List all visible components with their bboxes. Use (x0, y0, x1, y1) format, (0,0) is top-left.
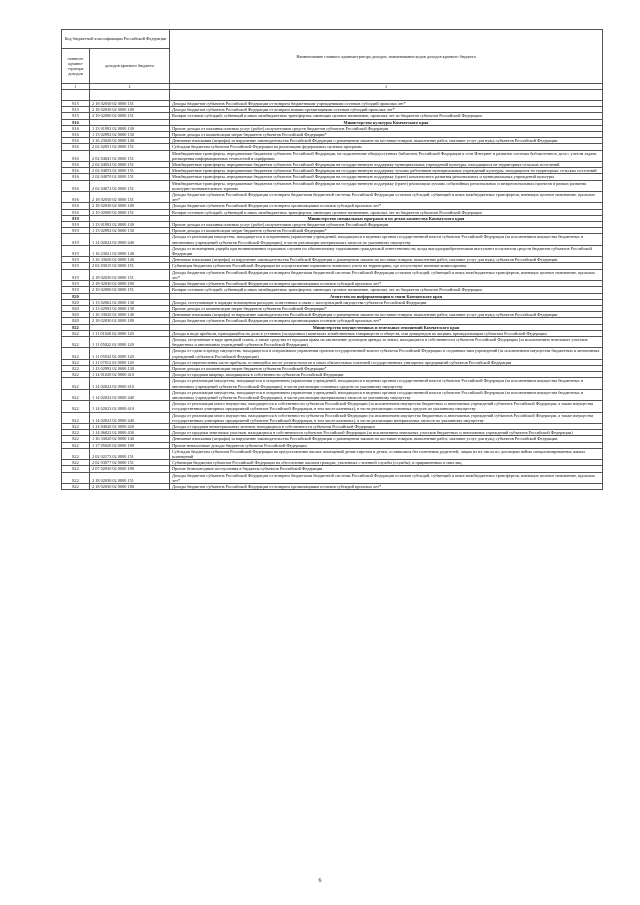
income-name-cell: Прочие доходы от компенсации затрат бюджетов субъектов Российской Федерации* (170, 228, 603, 234)
admin-code-cell: 820 (62, 305, 90, 311)
income-name-cell: Доходы бюджетов субъектов Российской Федерации от возврата бюджетными учреждениями остатков субсидий прошлых лет* (170, 101, 603, 107)
budget-classification-table (61, 29, 603, 490)
income-name-cell: Доходы, поступающие в порядке возмещения расходов, понесенных в связи с эксплуатацией имущества субъектов Российской Федерации (170, 299, 603, 305)
admin-code-cell: 822 (62, 378, 90, 389)
department-name-cell: Министерство имущественных и земельных отношений Камчатского края (170, 324, 603, 330)
table-row (62, 180, 603, 191)
admin-code-cell: 816 (62, 119, 90, 125)
income-code-cell: 2 02 03015 02 0000 151 (90, 263, 170, 269)
empty-cell (90, 90, 170, 101)
admin-code-cell: 822 (62, 401, 90, 412)
income-code-cell: 2 02 02051 02 0000 151 (90, 144, 170, 150)
income-name-cell: Денежные взыскания (штрафы) за нарушение законодательства Российской Федерации о размещении заказов на поставки товаров, выполнение работ, оказание услуг для нужд субъектов Российской Федерации (170, 138, 603, 144)
income-code-cell: 2 18 02030 02 0000 151 (90, 472, 170, 483)
income-name-cell: Доходы бюджетов субъектов Российской Федерации от возврата бюджетами бюджетной системы Российской Федерации остатков субсидий, субвенций и иных межбюджетных трансфертов, имеющих целевое назначение, прошлых лет* (170, 269, 603, 280)
admin-code-cell: 816 (62, 150, 90, 161)
admin-code-cell: 815 (62, 113, 90, 119)
table-row (62, 150, 603, 161)
income-name-cell: Субсидии бюджетам субъектов Российской Федерации на реализацию федеральных целевых программ (170, 144, 603, 150)
income-code-cell: 1 14 01020 02 0000 410 (90, 372, 170, 378)
income-code-cell: 2 18 02030 02 0000 180 (90, 318, 170, 324)
income-name-cell: Доходы от реализации имущества, находящегося в оперативном управлении учреждений, находящихся в ведении органов государственной власти субъектов Российской Федерации (за исключением имущества бюджетных и автономных учреждений субъектов Российской Федерации), в части реализации материальных запасов по указанному имуществу (170, 389, 603, 400)
column-number: 3 (170, 84, 603, 90)
income-code-cell: 1 11 05032 02 0000 120 (90, 348, 170, 359)
income-code-cell: 2 18 02030 02 0000 180 (90, 484, 170, 490)
empty-cell (62, 90, 90, 101)
income-name-cell: Доходы от реализации иного имущества, находящегося в собственности субъектов Российской Федерации (за исключением имущества бюджетных и автономных учреждений субъектов Российской Федерации, а также имущества государственных унитарных предприятий субъектов Российской Федерации, в том числе казенных), в части реализации основных средств по указанному имуществу (170, 401, 603, 412)
income-code-cell: 1 13 01992 02 0000 130 (90, 125, 170, 131)
department-name-cell: Министерство специальных программ и по делам казачества Камчатского края (170, 215, 603, 221)
income-code-cell: 1 14 02022 02 0000 410 (90, 378, 170, 389)
income-name-cell: Возврат остатков субсидий, субвенций и иных межбюджетных трансфертов, имеющих целевое назначение, прошлых лет из бюджетов субъектов Российской Федерации (170, 209, 603, 215)
admin-code-cell: 822 (62, 412, 90, 423)
admin-code-cell: 819 (62, 234, 90, 245)
admin-code-cell: 822 (62, 472, 90, 483)
income-code-cell: 1 14 04020 02 0000 420 (90, 423, 170, 429)
income-code-cell: 2 18 02030 02 0000 151 (90, 101, 170, 107)
table-row (62, 192, 603, 203)
income-code-cell: 1 16 23020 02 0000 140 (90, 138, 170, 144)
admin-code-cell: 822 (62, 372, 90, 378)
admin-code-cell: 819 (62, 215, 90, 221)
income-code-cell: 2 18 02030 02 0000 180 (90, 203, 170, 209)
admin-code-cell: 822 (62, 484, 90, 490)
department-name-cell: Министерство культуры Камчатского края (170, 119, 603, 125)
admin-code-cell: 822 (62, 430, 90, 436)
admin-code-cell: 822 (62, 466, 90, 472)
income-name-cell: Субвенции бюджетам субъектов Российской Федерации на обеспечение жильем граждан, уволенных с военной службы (службы), и приравненных к ним лиц (170, 460, 603, 466)
department-name-cell: Агентство по информатизации и связи Камчатского края (170, 293, 603, 299)
income-code-cell: 2 18 02030 02 0000 180 (90, 107, 170, 113)
income-name-cell: Возврат остатков субсидий, субвенций и иных межбюджетных трансфертов, имеющих целевое назначение, прошлых лет из бюджетов субъектов Российской Федерации (170, 287, 603, 293)
admin-code-cell: 816 (62, 162, 90, 168)
income-code-cell: 1 13 02992 02 0000 130 (90, 228, 170, 234)
income-name-cell: Денежные взыскания (штрафы) за нарушение законодательства Российской Федерации о размещении заказов на поставки товаров, выполнение работ, оказание услуг для нужд субъектов Российской Федерации (170, 257, 603, 263)
admin-code-cell: 819 (62, 222, 90, 228)
income-name-cell: Прочие доходы от оказания платных услуг (работ) получателями средств бюджетов субъектов Российской Федерации (170, 222, 603, 228)
admin-code-cell: 820 (62, 312, 90, 318)
income-name-cell: Денежные взыскания (штрафы) за нарушение законодательства Российской Федерации о размещении заказов на поставки товаров, выполнение работ, оказание услуг для нужд субъектов Российской Федерации (170, 312, 603, 318)
income-code-cell: 1 16 33020 02 0000 140 (90, 257, 170, 263)
income-name-cell: Доходы бюджетов субъектов Российской Федерации от возврата бюджетами бюджетной системы Российской Федерации остатков субсидий, субвенций и иных межбюджетных трансфертов, имеющих целевое назначение, прошлых лет* (170, 192, 603, 203)
table-row (62, 484, 603, 490)
table-row (62, 245, 603, 256)
income-name-cell: Доходы в виде прибыли, приходящейся на доли в уставных (складочных) капиталах хозяйственных товариществ и обществ, или дивидендов по акциям, принадлежащим субъектам Российской Федерации (170, 330, 603, 336)
admin-code-cell: 822 (62, 460, 90, 466)
income-name-cell: Прочие доходы от оказания платных услуг (работ) получателями средств бюджетов субъектов Российской Федерации (170, 125, 603, 131)
income-name-cell: Доходы бюджетов субъектов Российской Федерации от возврата организациями остатков субсидий прошлых лет* (170, 318, 603, 324)
column-number: 1 (62, 84, 90, 90)
admin-code-cell: 816 (62, 180, 90, 191)
income-name-cell: Прочие доходы от компенсации затрат бюджетов субъектов Российской Федерации* (170, 305, 603, 311)
income-code-cell: 2 02 04070 02 0000 151 (90, 174, 170, 180)
income-name-cell: Субвенции бюджетам субъектов Российской Федерации на осуществление первичного воинского учета на территориях, где отсутствуют военные комиссариаты (170, 263, 603, 269)
income-code-cell: 2 02 04041 02 0000 151 (90, 150, 170, 161)
income-name-cell: Доходы от продажи квартир, находящихся в собственности субъектов Российской Федерации (170, 372, 603, 378)
income-name-cell: Доходы бюджетов субъектов Российской Федерации от возврата иными организациями остатков субсидий прошлых лет* (170, 107, 603, 113)
admin-code-cell: 816 (62, 192, 90, 203)
admin-code-cell: 820 (62, 318, 90, 324)
income-code-cell: 1 14 06022 02 0000 430 (90, 430, 170, 436)
admin-code-cell: 819 (62, 287, 90, 293)
spacer-row (62, 90, 603, 101)
admin-code-cell: 822 (62, 324, 90, 330)
column-number: 2 (90, 84, 170, 90)
income-code-cell: 1 14 02023 02 0000 410 (90, 401, 170, 412)
income-code-cell: 2 02 03077 02 0000 151 (90, 460, 170, 466)
admin-code-cell: 819 (62, 263, 90, 269)
table-row (62, 378, 603, 389)
income-code-cell: 1 13 02992 02 0000 130 (90, 305, 170, 311)
admin-code-cell: 816 (62, 125, 90, 131)
income-name-cell: Прочие неналоговые доходы бюджетов субъектов Российской Федерации (170, 442, 603, 448)
admin-code-cell: 816 (62, 144, 90, 150)
income-code-cell: 2 19 02000 02 0000 151 (90, 113, 170, 119)
income-code-cell: 1 16 23021 02 0000 140 (90, 245, 170, 256)
admin-code-cell: 816 (62, 203, 90, 209)
table-row (62, 389, 603, 400)
income-code-cell: 1 11 07012 02 0000 120 (90, 359, 170, 365)
admin-code-cell: 816 (62, 138, 90, 144)
table-row (62, 401, 603, 412)
income-name-cell: Доходы от реализации имущества, находящегося в оперативном управлении учреждений, находящихся в ведении органов государственной власти субъектов Российской Федерации (за исключением имущества бюджетных и автономных учреждений субъектов Российской Федерации), в части реализации основных средств по указанному имуществу (170, 378, 603, 389)
admin-code-cell: 822 (62, 330, 90, 336)
income-name-cell: Доходы от сдачи в аренду имущества, находящегося в оперативном управлении органов государственной власти субъектов Российской Федерации и созданных ими учреждений (за исключением имущества бюджетных и автономных учреждений субъектов Российской Федерации) (170, 348, 603, 359)
table-row (62, 336, 603, 347)
income-code-cell: 2 18 02030 02 0000 151 (90, 192, 170, 203)
header-name-column: Наименование главного администратора доходов, наименование кодов доходов краевого бюджета (170, 30, 603, 84)
admin-code-cell: 816 (62, 132, 90, 138)
income-code-cell: 2 19 02000 02 0000 151 (90, 209, 170, 215)
income-code-cell: 2 18 02030 02 0000 180 (90, 281, 170, 287)
income-name-cell: Доходы от продажи земельных участков, находящихся в собственности субъектов Российской Федерации (за исключением земельных участков бюджетных и автономных учреждений субъектов Российской Федерации) (170, 430, 603, 436)
admin-code-cell: 822 (62, 348, 90, 359)
income-name-cell: Доходы бюджетов субъектов Российской Федерации от возврата организациями остатков субсидий прошлых лет* (170, 484, 603, 490)
income-name-cell: Денежные взыскания (штрафы) за нарушение законодательства Российской Федерации о размещении заказов на поставки товаров, выполнение работ, оказание услуг для нужд субъектов Российской Федерации (170, 436, 603, 442)
income-code-cell: 1 16 33020 02 0000 140 (90, 436, 170, 442)
admin-code-cell: 819 (62, 269, 90, 280)
admin-code-cell: 819 (62, 281, 90, 287)
header-income-column: доходов краевого бюджета (90, 49, 170, 84)
income-code-cell: 2 18 02030 02 0000 151 (90, 269, 170, 280)
income-name-cell: Доходы бюджетов субъектов Российской Федерации от возврата организациями остатков субсидий прошлых лет* (170, 203, 603, 209)
admin-code-cell: 820 (62, 293, 90, 299)
admin-code-cell: 816 (62, 174, 90, 180)
income-name-cell: Возврат остатков субсидий, субвенций и иных межбюджетных трансфертов, имеющих целевое назначение, прошлых лет из бюджетов субъектов Российской Федерации (170, 113, 603, 119)
income-code-cell: 1 13 01992 02 0000 130 (90, 222, 170, 228)
income-name-cell: Доходы, получаемые в виде арендной платы, а также средства от продажи права на заключение договоров аренды за земли, находящиеся в собственности субъектов Российской Федерации (за исключением земельных участков бюджетных и автономных учреждений субъектов Российской Федерации) (170, 336, 603, 347)
income-code-cell: 2 19 02000 02 0000 151 (90, 287, 170, 293)
admin-code-cell: 822 (62, 448, 90, 459)
income-name-cell: Субсидии бюджетам субъектов Российской Федерации на предоставление жилых помещений детям-сиротам и детям, оставшимся без попечения родителей, лицам из их числа по договорам найма специализированных жилых помещений (170, 448, 603, 459)
admin-code-cell: 819 (62, 257, 90, 263)
admin-code-cell: 822 (62, 365, 90, 371)
admin-code-cell: 822 (62, 436, 90, 442)
income-name-cell: Межбюджетные трансферты, передаваемые бюджетам субъектов Российской Федерации на государственную поддержку лучших работников муниципальных учреждений культуры, находящихся на территориях сельских поселений (170, 168, 603, 174)
income-code-cell: 2 02 02173 02 0000 151 (90, 448, 170, 459)
income-code-cell: 1 14 02022 02 0000 440 (90, 389, 170, 400)
admin-code-cell: 815 (62, 101, 90, 107)
admin-code-cell: 819 (62, 245, 90, 256)
income-code-cell: 1 17 05020 02 0000 180 (90, 442, 170, 448)
admin-code-cell: 816 (62, 168, 90, 174)
header-code-group: Код бюджетной классификации Российской Федерации (62, 30, 170, 49)
income-code-cell: 1 11 01020 02 0000 120 (90, 330, 170, 336)
income-name-cell: Прочие доходы от компенсации затрат бюджетов субъектов Российской Федерации* (170, 365, 603, 371)
page-number: 6 (318, 878, 322, 884)
income-code-cell: 2 02 04053 02 0000 151 (90, 168, 170, 174)
income-name-cell: Доходы от возмещения ущерба при возникновении страховых случаев по обязательному страхованию гражданской ответственности, когда выгодоприобретателями выступают получатели средств бюджетов субъектов Российской Федерации (170, 245, 603, 256)
admin-code-cell: 822 (62, 442, 90, 448)
income-code-cell: 1 13 02992 02 0000 130 (90, 365, 170, 371)
admin-code-cell: 822 (62, 336, 90, 347)
income-code-cell: 2 07 02030 02 0000 180 (90, 466, 170, 472)
income-name-cell: Межбюджетные трансферты, передаваемые бюджетам субъектов Российской Федерации на государственную поддержку (грант) реализации лучших событийных региональных и межрегиональных проектов в рамках развития культурно-познавательного туризма (170, 180, 603, 191)
income-code-cell: 1 16 33020 02 0000 140 (90, 312, 170, 318)
income-code-cell: 2 02 04052 02 0000 151 (90, 162, 170, 168)
income-name-cell: Прочие доходы от компенсации затрат бюджетов субъектов Российской Федерации* (170, 132, 603, 138)
income-code-cell: 1 13 02062 02 0000 130 (90, 299, 170, 305)
table-row (62, 472, 603, 483)
income-code-cell: 1 14 02023 02 0000 440 (90, 412, 170, 423)
income-name-cell: Доходы бюджетов субъектов Российской Федерации от возврата организациями остатков субсидий прошлых лет* (170, 281, 603, 287)
income-code-cell: 1 14 02022 02 0000 440 (90, 234, 170, 245)
income-name-cell: Прочие безвозмездные поступления в бюджеты субъектов Российской Федерации (170, 466, 603, 472)
income-name-cell: Межбюджетные трансферты, передаваемые бюджетам субъектов Российской Федерации на государственную поддержку (грант) комплексного развития региональных и муниципальных учреждений культуры (170, 174, 603, 180)
table-row (62, 448, 603, 459)
header-admin-column: главного админи-стратора доходов (62, 49, 90, 84)
admin-code-cell: 822 (62, 389, 90, 400)
income-name-cell: Доходы от продажи нематериальных активов, находящихся в собственности субъектов Российской Федерации (170, 423, 603, 429)
income-name-cell: Межбюджетные трансферты, передаваемые бюджетам субъектов Российской Федерации, на подключение общедоступных библиотек Российской Федерации к сети Интернет и развитие системы библиотечного дела с учетом задачи расширения информационных технологий и оцифровки (170, 150, 603, 161)
empty-cell (170, 90, 603, 101)
admin-code-cell: 815 (62, 107, 90, 113)
table-row (62, 348, 603, 359)
admin-code-cell: 820 (62, 299, 90, 305)
table-header-row (62, 30, 603, 49)
income-name-cell: Доходы от реализации иного имущества, находящегося в собственности субъектов Российской Федерации (за исключением имущества бюджетных и автономных учреждений субъектов Российской Федерации, а также имущества государственных унитарных предприятий субъектов Российской Федерации, в том числе казенных), в части реализации материальных запасов по указанному имуществу (170, 412, 603, 423)
admin-code-cell: 822 (62, 359, 90, 365)
table-row (62, 234, 603, 245)
income-name-cell: Доходы от перечисления части прибыли, остающейся после уплаты налогов и иных обязательных платежей государственных унитарных предприятий субъектов Российской Федерации (170, 359, 603, 365)
income-code-cell: 1 13 02992 02 0000 130 (90, 132, 170, 138)
income-name-cell: Доходы от реализации имущества, находящегося в оперативном управлении учреждений, находящихся в ведении органов государственной власти субъектов Российской Федерации (за исключением имущества бюджетных и автономных учреждений субъектов Российской Федерации), в части реализации материальных запасов по указанному имуществу (170, 234, 603, 245)
admin-code-cell: 819 (62, 228, 90, 234)
table-row (62, 412, 603, 423)
income-name-cell: Межбюджетные трансферты, передаваемые бюджетам субъектов Российской Федерации на государственную поддержку муниципальных учреждений культуры, находящихся на территориях сельских поселений (170, 162, 603, 168)
admin-code-cell: 816 (62, 209, 90, 215)
income-code-cell: 2 02 04072 02 0000 151 (90, 180, 170, 191)
table-row (62, 269, 603, 280)
income-code-cell: 1 11 05022 02 0000 120 (90, 336, 170, 347)
income-name-cell: Доходы бюджетов субъектов Российской Федерации от возврата бюджетами бюджетной системы Российской Федерации остатков субсидий, субвенций и иных межбюджетных трансфертов, имеющих целевое назначение, прошлых лет* (170, 472, 603, 483)
admin-code-cell: 822 (62, 423, 90, 429)
